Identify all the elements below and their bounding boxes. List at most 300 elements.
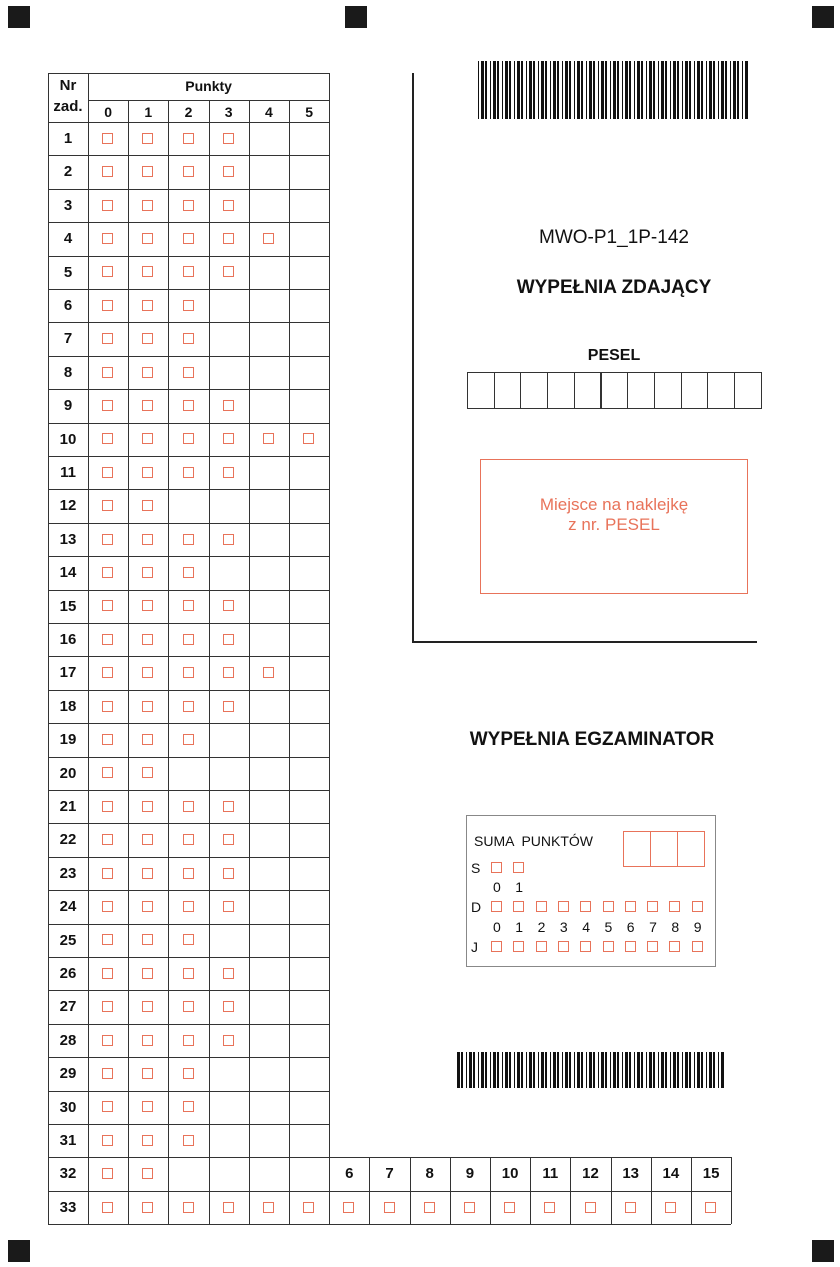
score-checkbox[interactable] (102, 667, 113, 678)
score-checkbox[interactable] (464, 1202, 475, 1213)
table-row-line (48, 857, 329, 858)
score-checkbox[interactable] (142, 634, 153, 645)
sticker-text-line1: Miejsce na naklejkę (539, 495, 689, 514)
suma-digit-label: 3 (559, 919, 568, 935)
score-checkbox[interactable] (142, 534, 153, 545)
score-checkbox[interactable] (223, 467, 234, 478)
suma-checkbox[interactable] (491, 862, 502, 873)
score-checkbox[interactable] (585, 1202, 596, 1213)
registration-mark-top-right (812, 6, 834, 28)
suma-checkbox[interactable] (625, 941, 636, 952)
score-checkbox[interactable] (142, 233, 153, 244)
score-checkbox[interactable] (183, 567, 194, 578)
table-row-line (48, 256, 329, 257)
barcode-bar (677, 1052, 679, 1088)
barcode-bar (598, 1052, 599, 1088)
barcode-bar (569, 61, 571, 119)
suma-checkbox[interactable] (692, 901, 703, 912)
score-checkbox[interactable] (183, 1035, 194, 1046)
pesel-digit-box[interactable] (707, 372, 735, 409)
score-checkbox[interactable] (424, 1202, 435, 1213)
point-label: 9 (465, 1165, 475, 1183)
score-checkbox[interactable] (102, 634, 113, 645)
task-number: 24 (59, 898, 77, 916)
score-checkbox[interactable] (102, 734, 113, 745)
score-checkbox[interactable] (142, 801, 153, 812)
score-checkbox[interactable] (183, 300, 194, 311)
score-checkbox[interactable] (223, 968, 234, 979)
barcode-bar (613, 61, 616, 119)
suma-checkbox[interactable] (580, 901, 591, 912)
barcode-bar (481, 61, 484, 119)
score-checkbox[interactable] (183, 233, 194, 244)
suma-checkbox[interactable] (625, 901, 636, 912)
table-row-line (48, 489, 329, 490)
score-checkbox[interactable] (102, 1135, 113, 1146)
score-checkbox[interactable] (223, 200, 234, 211)
barcode-bar (685, 61, 688, 119)
score-checkbox[interactable] (102, 133, 113, 144)
registration-mark-bottom-left (8, 1240, 30, 1262)
score-checkbox[interactable] (102, 1035, 113, 1046)
barcode-bar (665, 61, 667, 119)
score-checkbox[interactable] (102, 567, 113, 578)
barcode-bar (670, 61, 671, 119)
barcode-bar (629, 61, 631, 119)
task-number: 15 (59, 597, 77, 615)
score-checkbox[interactable] (142, 1001, 153, 1012)
pesel-digit-box[interactable] (467, 372, 495, 409)
score-checkbox[interactable] (142, 200, 153, 211)
task-number: 32 (59, 1165, 77, 1183)
table-row-line (48, 690, 329, 691)
suma-checkbox[interactable] (647, 901, 658, 912)
task-number: 13 (59, 530, 77, 548)
score-checkbox[interactable] (223, 634, 234, 645)
point-label: 10 (501, 1165, 519, 1183)
score-checkbox[interactable] (102, 534, 113, 545)
score-checkbox[interactable] (102, 934, 113, 945)
score-checkbox[interactable] (142, 834, 153, 845)
suma-checkbox[interactable] (669, 941, 680, 952)
score-checkbox[interactable] (183, 400, 194, 411)
table-column-line (289, 100, 290, 1157)
score-checkbox[interactable] (263, 233, 274, 244)
suma-checkbox[interactable] (491, 941, 502, 952)
score-checkbox[interactable] (263, 1202, 274, 1213)
task-number: 29 (59, 1065, 77, 1083)
score-checkbox[interactable] (183, 1068, 194, 1079)
barcode-bar (677, 61, 679, 119)
barcode-bar (589, 61, 592, 119)
point-label: 3 (224, 104, 233, 120)
barcode-bar (649, 61, 652, 119)
score-checkbox[interactable] (343, 1202, 354, 1213)
table-row-line (48, 423, 329, 424)
barcode-bar (697, 61, 700, 119)
pesel-digit-box[interactable] (494, 372, 522, 409)
barcode-bar (505, 61, 508, 119)
score-checkbox[interactable] (183, 467, 194, 478)
suma-checkbox[interactable] (536, 901, 547, 912)
score-checkbox[interactable] (183, 333, 194, 344)
score-checkbox[interactable] (183, 701, 194, 712)
barcode-bar (533, 1052, 535, 1088)
registration-mark-top-center (345, 6, 367, 28)
score-checkbox[interactable] (102, 500, 113, 511)
row-j-label: J (471, 939, 478, 955)
score-checkbox[interactable] (102, 200, 113, 211)
suma-digit-label: 8 (671, 919, 680, 935)
barcode-bar (721, 1052, 724, 1088)
score-checkbox[interactable] (142, 901, 153, 912)
score-checkbox[interactable] (102, 1001, 113, 1012)
barcode-bar (473, 1052, 475, 1088)
suma-checkbox[interactable] (558, 941, 569, 952)
suma-total-digit-box[interactable] (677, 831, 705, 867)
score-checkbox[interactable] (142, 467, 153, 478)
score-checkbox[interactable] (223, 1001, 234, 1012)
score-checkbox[interactable] (102, 1168, 113, 1179)
table-row-line (48, 590, 329, 591)
barcode-bar (701, 61, 703, 119)
point-label: 0 (104, 104, 112, 120)
score-checkbox[interactable] (142, 500, 153, 511)
score-checkbox[interactable] (142, 701, 153, 712)
suma-checkbox[interactable] (513, 901, 524, 912)
score-checkbox[interactable] (223, 433, 234, 444)
score-checkbox[interactable] (223, 233, 234, 244)
barcode-bar (701, 1052, 703, 1088)
score-checkbox[interactable] (142, 1068, 153, 1079)
table-column-line (168, 100, 169, 1157)
suma-total-digit-box[interactable] (650, 831, 678, 867)
score-checkbox[interactable] (183, 367, 194, 378)
score-checkbox[interactable] (142, 300, 153, 311)
score-checkbox[interactable] (223, 400, 234, 411)
score-checkbox[interactable] (183, 801, 194, 812)
barcode-bar (649, 1052, 652, 1088)
pesel-digit-box[interactable] (520, 372, 548, 409)
barcode-bar (514, 1052, 515, 1088)
barcode-bar (601, 61, 604, 119)
table-row-line (48, 757, 329, 758)
barcode-bar (661, 61, 664, 119)
score-checkbox[interactable] (223, 667, 234, 678)
score-checkbox[interactable] (183, 266, 194, 277)
score-checkbox[interactable] (102, 767, 113, 778)
score-checkbox[interactable] (183, 834, 194, 845)
barcode-bar (610, 61, 611, 119)
header-zad: zad. (53, 98, 83, 115)
barcode-bar (565, 61, 568, 119)
table-row-line (48, 523, 329, 524)
score-checkbox[interactable] (102, 1068, 113, 1079)
table-row-line (48, 389, 329, 390)
barcode-bar (589, 1052, 592, 1088)
barcode-bar (634, 1052, 635, 1088)
suma-checkbox[interactable] (692, 941, 703, 952)
task-number: 7 (63, 330, 73, 348)
score-checkbox[interactable] (544, 1202, 555, 1213)
suma-checkbox[interactable] (513, 862, 524, 873)
score-checkbox[interactable] (142, 166, 153, 177)
suma-label: SUMA PUNKTÓW (474, 833, 594, 849)
score-checkbox[interactable] (223, 534, 234, 545)
score-checkbox[interactable] (142, 667, 153, 678)
score-checkbox[interactable] (102, 834, 113, 845)
barcode-bar (601, 1052, 604, 1088)
suma-checkbox[interactable] (513, 941, 524, 952)
pesel-digit-box[interactable] (627, 372, 655, 409)
row-s-label: S (471, 860, 481, 876)
pesel-label: PESEL (587, 347, 641, 364)
score-checkbox[interactable] (263, 667, 274, 678)
point-label: 6 (345, 1165, 354, 1183)
barcode-bar (733, 61, 736, 119)
score-checkbox[interactable] (183, 634, 194, 645)
score-checkbox[interactable] (223, 166, 234, 177)
point-label: 13 (622, 1165, 640, 1183)
barcode-bar (577, 61, 580, 119)
score-checkbox[interactable] (183, 200, 194, 211)
pesel-digit-box[interactable] (547, 372, 575, 409)
score-checkbox[interactable] (223, 701, 234, 712)
barcode-bar (661, 1052, 664, 1088)
table-row-line (48, 723, 329, 724)
barcode-bar (521, 61, 523, 119)
registration-mark-top-left (8, 6, 30, 28)
pesel-digit-box[interactable] (574, 372, 602, 409)
score-checkbox[interactable] (142, 133, 153, 144)
score-checkbox[interactable] (183, 1001, 194, 1012)
task-number: 26 (59, 965, 77, 982)
barcode-bar (593, 61, 595, 119)
barcode-bar (689, 61, 691, 119)
score-checkbox[interactable] (142, 266, 153, 277)
barcode-bar (485, 1052, 487, 1088)
barcode-bar (745, 61, 748, 119)
suma-digit-label: 0 (493, 919, 501, 935)
barcode-bar (574, 1052, 575, 1088)
barcode-bar (517, 1052, 520, 1088)
suma-digit-label: 4 (582, 919, 590, 935)
score-checkbox[interactable] (102, 901, 113, 912)
suma-checkbox[interactable] (669, 901, 680, 912)
suma-checkbox[interactable] (647, 941, 658, 952)
score-checkbox[interactable] (102, 600, 113, 611)
score-checkbox[interactable] (102, 166, 113, 177)
pesel-digit-box[interactable] (681, 372, 709, 409)
barcode-bar (466, 1052, 467, 1088)
point-label: 15 (702, 1165, 720, 1183)
score-checkbox[interactable] (183, 433, 194, 444)
score-checkbox[interactable] (263, 433, 274, 444)
score-checkbox[interactable] (102, 701, 113, 712)
barcode-bar (629, 1052, 631, 1088)
table-row-line (48, 656, 329, 657)
barcode-bar (478, 1052, 479, 1088)
score-checkbox[interactable] (223, 868, 234, 879)
suma-digit-label: 1 (515, 919, 524, 935)
barcode-bar (673, 1052, 676, 1088)
table-column-line (128, 100, 129, 1157)
score-checkbox[interactable] (142, 567, 153, 578)
suma-checkbox[interactable] (558, 901, 569, 912)
barcode-bar (529, 61, 532, 119)
barcode-bar (605, 1052, 607, 1088)
score-checkbox[interactable] (142, 600, 153, 611)
barcode-bar (478, 61, 479, 119)
point-label: 2 (184, 104, 193, 120)
score-checkbox[interactable] (102, 367, 113, 378)
score-checkbox[interactable] (142, 1135, 153, 1146)
barcode-bar (490, 61, 491, 119)
score-checkbox[interactable] (183, 934, 194, 945)
barcode-bar (529, 1052, 532, 1088)
score-checkbox[interactable] (183, 600, 194, 611)
task-number: 16 (59, 631, 77, 648)
task-number: 11 (60, 464, 76, 481)
score-checkbox[interactable] (504, 1202, 515, 1213)
score-checkbox[interactable] (102, 333, 113, 344)
pesel-sticker-area (480, 459, 748, 594)
suma-checkbox[interactable] (603, 901, 614, 912)
score-checkbox[interactable] (102, 266, 113, 277)
table-column-line (249, 100, 250, 1157)
score-checkbox[interactable] (102, 300, 113, 311)
task-number: 27 (59, 998, 77, 1016)
score-checkbox[interactable] (223, 801, 234, 812)
score-checkbox[interactable] (102, 868, 113, 879)
barcode-bar (497, 1052, 499, 1088)
score-checkbox[interactable] (142, 767, 153, 778)
task-number: 9 (63, 397, 73, 415)
score-checkbox[interactable] (142, 1202, 153, 1213)
score-checkbox[interactable] (183, 133, 194, 144)
barcode-bar (562, 1052, 563, 1088)
pesel-digit-box[interactable] (734, 372, 762, 409)
score-checkbox[interactable] (625, 1202, 636, 1213)
score-checkbox[interactable] (142, 400, 153, 411)
table-row-line (48, 924, 329, 925)
suma-total-digit-box[interactable] (623, 831, 651, 867)
suma-digit-label: 1 (515, 879, 524, 895)
score-checkbox[interactable] (183, 901, 194, 912)
header-punkty: Punkty (185, 78, 232, 94)
score-checkbox[interactable] (102, 1202, 113, 1213)
barcode-bar (737, 61, 739, 119)
score-checkbox[interactable] (142, 1035, 153, 1046)
pesel-digit-box[interactable] (654, 372, 682, 409)
score-checkbox[interactable] (102, 233, 113, 244)
score-checkbox[interactable] (142, 1101, 153, 1112)
barcode-bar (725, 61, 727, 119)
score-checkbox[interactable] (223, 600, 234, 611)
score-checkbox[interactable] (223, 1035, 234, 1046)
pesel-digit-box[interactable] (601, 372, 629, 409)
score-checkbox[interactable] (183, 166, 194, 177)
barcode-bar (457, 1052, 460, 1088)
student-frame-left-border (412, 73, 414, 643)
score-checkbox[interactable] (183, 968, 194, 979)
suma-checkbox[interactable] (580, 941, 591, 952)
score-checkbox[interactable] (183, 534, 194, 545)
score-checkbox[interactable] (705, 1202, 716, 1213)
score-checkbox[interactable] (102, 467, 113, 478)
score-checkbox[interactable] (183, 734, 194, 745)
barcode-bar (605, 61, 607, 119)
barcode-bar (505, 1052, 508, 1088)
barcode-bar (461, 1052, 463, 1088)
score-checkbox[interactable] (303, 1202, 314, 1213)
score-checkbox[interactable] (223, 834, 234, 845)
barcode-bar (718, 61, 719, 119)
score-checkbox[interactable] (183, 667, 194, 678)
score-checkbox[interactable] (142, 1168, 153, 1179)
score-checkbox[interactable] (142, 367, 153, 378)
barcode-bar (709, 61, 712, 119)
score-checkbox[interactable] (223, 901, 234, 912)
score-checkbox[interactable] (102, 400, 113, 411)
table-row-line (48, 122, 329, 123)
table-row-line (48, 456, 329, 457)
barcode-bar (545, 61, 547, 119)
barcode-bar (490, 1052, 491, 1088)
barcode-bar (581, 1052, 583, 1088)
suma-checkbox[interactable] (603, 941, 614, 952)
score-checkbox[interactable] (183, 868, 194, 879)
barcode-bar (581, 61, 583, 119)
score-checkbox[interactable] (183, 1101, 194, 1112)
score-checkbox[interactable] (102, 801, 113, 812)
score-checkbox[interactable] (142, 968, 153, 979)
barcode-bar (493, 61, 496, 119)
score-checkbox[interactable] (142, 433, 153, 444)
score-checkbox[interactable] (102, 433, 113, 444)
row-d-label: D (471, 899, 482, 915)
score-checkbox[interactable] (142, 934, 153, 945)
table-row-line (48, 189, 329, 190)
point-label: 7 (385, 1165, 394, 1183)
barcode-bar (646, 61, 647, 119)
score-checkbox[interactable] (384, 1202, 395, 1213)
score-checkbox[interactable] (183, 1202, 194, 1213)
score-checkbox[interactable] (102, 1101, 113, 1112)
score-checkbox[interactable] (303, 433, 314, 444)
score-checkbox[interactable] (142, 333, 153, 344)
task-number: 22 (59, 831, 77, 849)
score-checkbox[interactable] (142, 868, 153, 879)
score-checkbox[interactable] (183, 1135, 194, 1146)
barcode-top (478, 61, 750, 119)
score-checkbox[interactable] (223, 133, 234, 144)
barcode-bar (742, 61, 743, 119)
barcode-bar (526, 1052, 527, 1088)
suma-checkbox[interactable] (491, 901, 502, 912)
score-checkbox[interactable] (223, 266, 234, 277)
score-checkbox[interactable] (102, 968, 113, 979)
score-checkbox[interactable] (142, 734, 153, 745)
barcode-bar (622, 1052, 623, 1088)
suma-checkbox[interactable] (536, 941, 547, 952)
table-column-line (731, 1157, 732, 1224)
score-checkbox[interactable] (223, 1202, 234, 1213)
score-checkbox[interactable] (665, 1202, 676, 1213)
task-number: 5 (63, 263, 73, 281)
barcode-bar (517, 61, 520, 119)
barcode-bar (625, 61, 628, 119)
